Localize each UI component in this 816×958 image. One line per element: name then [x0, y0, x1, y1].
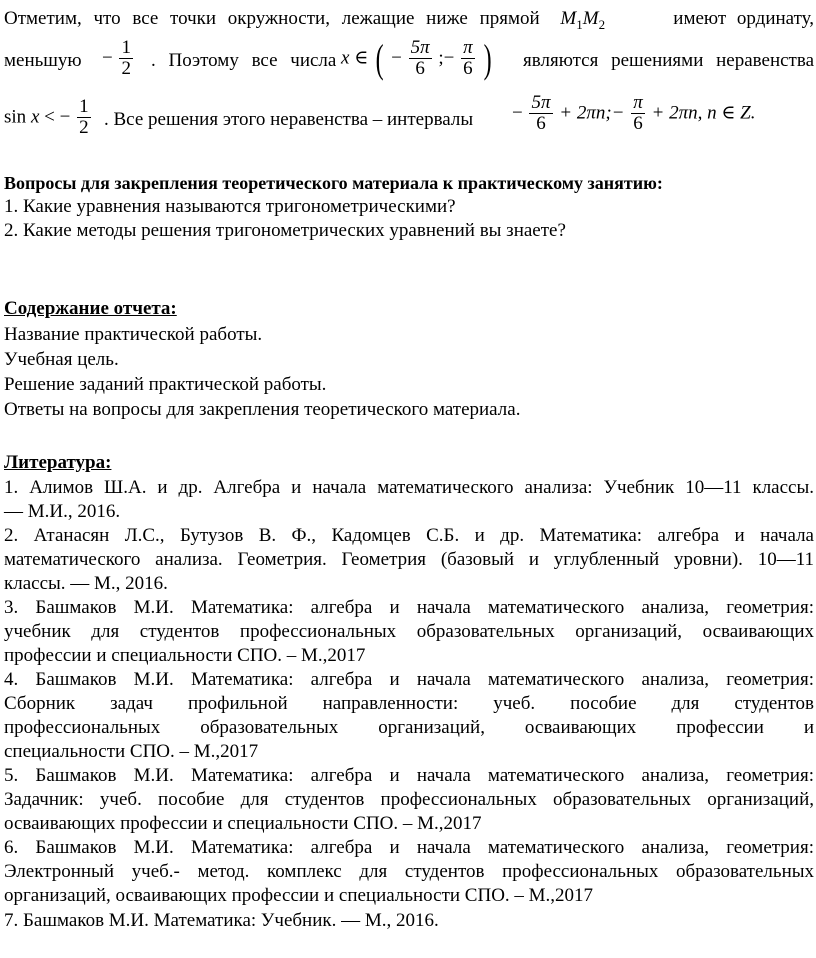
formula-m1: $M_1M_2$	[560, 8, 606, 32]
literature-line: специальности СПО. – М.,2017	[4, 741, 259, 762]
literature-line: организаций, осваивающих профессии и специальности СПО. – М.,2017	[4, 885, 594, 906]
para-text: Отметим, что все точки окружности, лежащие ниже прямой	[4, 8, 540, 29]
literature-line: 5. Башмаков М.И. Математика: алгебра и начала математического анализа, геометрия:	[4, 765, 814, 786]
literature-line: классы. — М., 2016.	[4, 573, 168, 594]
questions-heading: Вопросы для закрепления теоретического материала к практическому занятию:	[4, 173, 663, 193]
formula-minus-half: − $\frac{1}{2}$	[102, 37, 131, 79]
literature-line: 2. Атанасян Л.С., Бутузов В. Ф., Кадомцев С.Б. и др. Математика: алгебра и начала	[4, 525, 814, 546]
literature-line: 4. Башмаков М.И. Математика: алгебра и начала математического анализа, геометрия:	[4, 669, 814, 690]
formula-solution: − $\frac{5\pi}{6}$ + 2πn;− $\frac{\pi}{6}$ + 2πn, n ∈ Z.	[512, 92, 756, 134]
question-item: 2. Какие методы решения тригонометрических уравнений вы знаете?	[4, 220, 566, 241]
para-line-1	[4, 8, 814, 31]
report-item: Ответы на вопросы для закрепления теоретического материала.	[4, 399, 521, 420]
literature-heading: Литература:	[4, 452, 112, 473]
para-text: . Все решения этого неравенства – интервалы	[104, 109, 474, 130]
literature-line: Электронный учеб.- метод. комплекс для студентов профессиональных образовательных	[4, 861, 814, 882]
literature-line: — М.И., 2016.	[4, 501, 121, 522]
para-text: . Поэтому все числа	[151, 50, 337, 71]
para-text: имеют ординату,	[673, 8, 814, 29]
literature-line: Сборник задач профильной направленности: учеб. пособие для студентов	[4, 693, 814, 714]
para-line-2	[4, 35, 814, 84]
report-item: Учебная цель.	[4, 349, 119, 370]
question-item: 1. Какие уравнения называются тригонометрическими?	[4, 196, 456, 217]
literature-line: 3. Башмаков М.И. Математика: алгебра и начала математического анализа, геометрия:	[4, 597, 814, 618]
literature-line: учебник для студентов профессиональных образовательных организаций, осваивающих	[4, 621, 814, 642]
para-text: являются решениями неравенства	[523, 50, 814, 71]
report-heading: Содержание отчета:	[4, 298, 177, 319]
para-text: меньшую	[4, 50, 82, 71]
formula-interval: x ∈ ( − $\frac{5\pi}{6}$ ;− $\frac{\pi}{6}$ )	[341, 35, 493, 81]
literature-line: Задачник: учеб. пособие для студентов профессиональных образовательных организаций,	[4, 789, 814, 810]
literature-line: 6. Башмаков М.И. Математика: алгебра и начала математического анализа, геометрия:	[4, 837, 814, 858]
literature-line: осваивающих профессии и специальности СПО. – М.,2017	[4, 813, 482, 834]
literature-line: 7. Башмаков М.И. Математика: Учебник. — М., 2016.	[4, 910, 439, 931]
report-item: Название практической работы.	[4, 324, 263, 345]
literature-line: профессии и специальности СПО. – М.,2017	[4, 645, 366, 666]
formula-inequality: sin x < − $\frac{1}{2}$	[4, 96, 89, 138]
literature-line: 1. Алимов Ш.А. и др. Алгебра и начала математического анализа: Учебник 10—11 классы.	[4, 477, 814, 498]
para-line-3	[4, 93, 814, 143]
literature-line: математического анализа. Геометрия. Геометрия (базовый и углубленный уровни). 10—11	[4, 549, 814, 570]
literature-line: профессиональных образовательных организаций, осваивающих профессии и	[4, 717, 814, 738]
report-item: Решение заданий практической работы.	[4, 374, 327, 395]
